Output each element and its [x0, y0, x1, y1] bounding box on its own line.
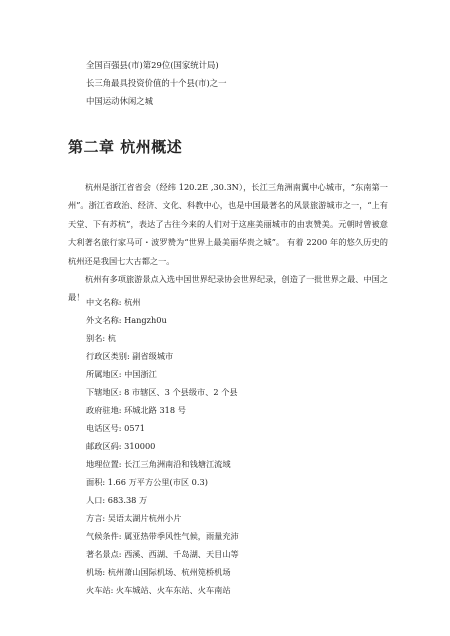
info-item: 别名: 杭 [86, 333, 116, 343]
paragraph: 杭州是浙江省省会（经纬 120.2E ,30.3N），长江三角洲南翼中心城市，“东南第一州”。浙江省政治、经济、文化、科教中心，也是中国最著名的风景旅游城市之一，“上有天堂、下有苏杭”，表达了古往今来的人们对于这座美丽城市的由衷赞美。元朝时曾被意大利著名旅行家马可・波罗赞为“世界上最美丽华贵之城”。 有着 2200 年的悠久历史的杭州还是我国七大古都之一。 [68, 182, 388, 266]
info-item: 邮政区码: 310000 [86, 441, 156, 451]
info-item: 政府驻地: 环城北路 318 号 [86, 405, 186, 415]
info-item: 电话区号: 0571 [86, 423, 145, 433]
info-item: 火车站: 火车城站、火车东站、火车南站 [86, 585, 231, 595]
info-item: 面积: 1.66 万平方公里(市区 0.3) [86, 477, 208, 487]
info-item: 行政区类别: 副省级城市 [86, 351, 174, 361]
chapter-title: 第二章 杭州概述 [68, 138, 183, 156]
info-item: 著名景点: 西溪、西湖、千岛湖、天目山等 [86, 549, 239, 559]
info-item: 气候条件: 属亚热带季风性气候，雨量充沛 [86, 531, 239, 541]
info-item: 地理位置: 长江三角洲南沿和钱塘江流域 [86, 459, 231, 469]
info-item: 外文名称: Hangzh0u [86, 315, 167, 325]
info-item: 人口: 683.38 万 [86, 495, 148, 505]
info-item: 所属地区: 中国浙江 [86, 369, 157, 379]
list-item: 全国百强县(市)第29位(国家统计局) [86, 60, 219, 70]
paragraph: 杭州有多项旅游景点入选中国世界纪录协会世界纪录，创造了一批世界之最、中国之最！ [68, 274, 388, 303]
list-item: 长三角最具投资价值的十个县(市)之一 [86, 78, 227, 88]
list-item: 中国运动休闲之城 [86, 96, 153, 106]
info-item: 机场: 杭州萧山国际机场、杭州笕桥机场 [86, 567, 231, 577]
info-item: 中文名称: 杭州 [86, 297, 141, 307]
info-item: 下辖地区: 8 市辖区、3 个县级市、2 个县 [86, 387, 238, 397]
info-item: 方言: 吴语太湖片杭州小片 [86, 513, 182, 523]
body-text [68, 178, 388, 307]
